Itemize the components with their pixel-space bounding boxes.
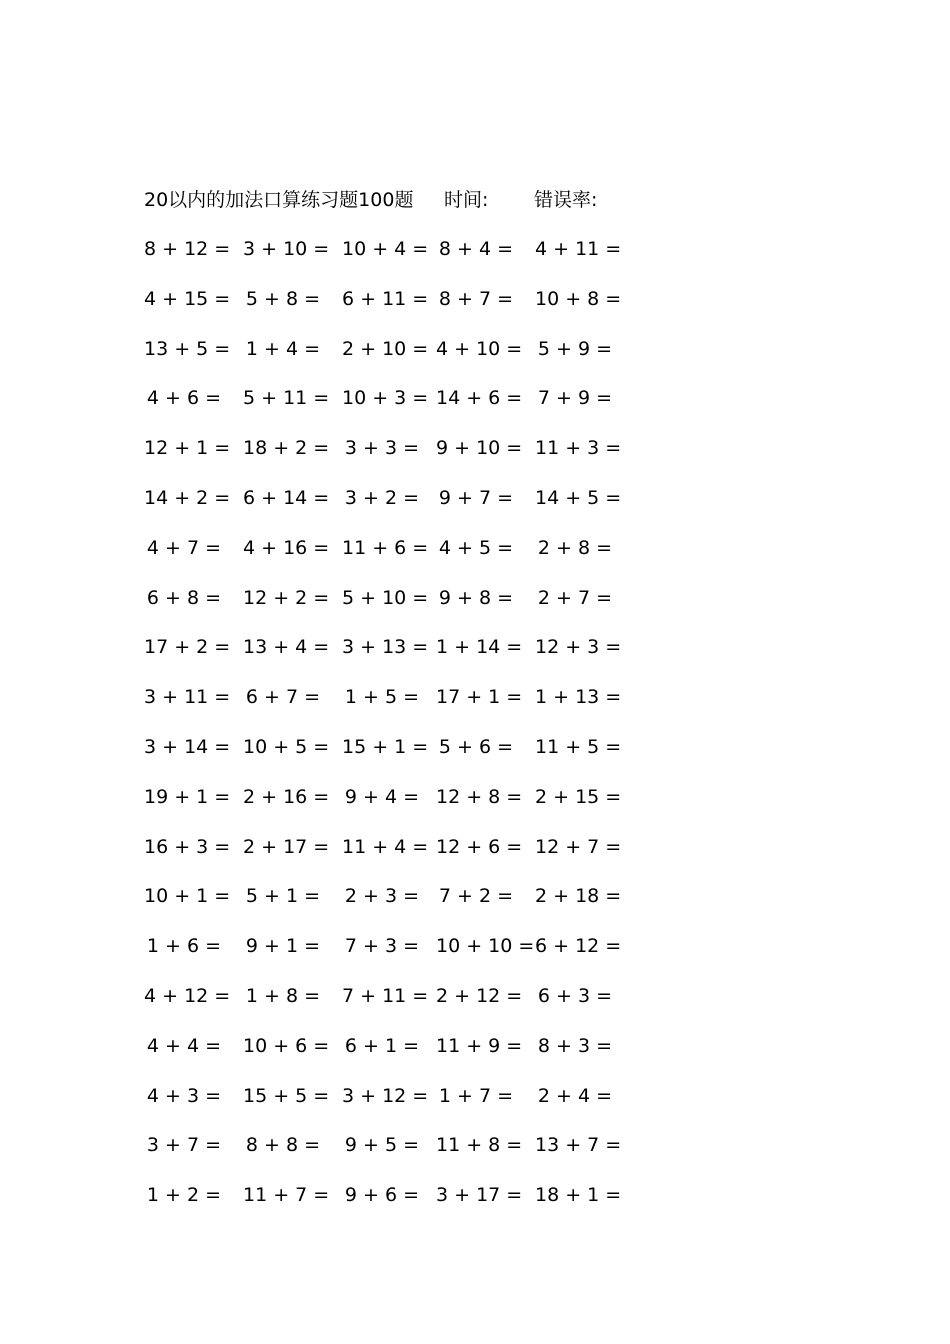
problem-cell: 10 + 3 = <box>342 387 429 410</box>
problem-cell: 13 + 5 = <box>144 337 231 360</box>
problem-cell: 2 + 10 = <box>342 337 429 360</box>
problem-cell: 3 + 11 = <box>144 686 231 709</box>
problem-cell: 11 + 9 = <box>436 1034 523 1057</box>
problem-row <box>146 433 626 483</box>
problem-cell: 9 + 10 = <box>436 437 523 460</box>
problem-cell: 9 + 6 = <box>344 1184 420 1207</box>
problem-cell: 17 + 1 = <box>436 686 523 709</box>
problem-cell: 5 + 9 = <box>537 337 613 360</box>
problem-cell: 8 + 3 = <box>537 1034 613 1057</box>
problem-cell: 2 + 3 = <box>344 885 420 908</box>
problem-cell: 6 + 8 = <box>146 586 222 609</box>
problem-cell: 1 + 5 = <box>344 686 420 709</box>
problem-cell: 5 + 6 = <box>438 735 514 758</box>
problem-row <box>146 732 626 782</box>
problem-cell: 13 + 4 = <box>243 636 330 659</box>
problem-cell: 2 + 18 = <box>535 885 622 908</box>
problem-cell: 7 + 9 = <box>537 387 613 410</box>
problem-row <box>146 583 626 633</box>
problem-cell: 9 + 8 = <box>438 586 514 609</box>
problem-cell: 2 + 8 = <box>537 536 613 559</box>
problem-cell: 4 + 3 = <box>146 1084 222 1107</box>
problem-row <box>146 1031 626 1081</box>
problem-row <box>146 1130 626 1180</box>
problem-cell: 11 + 3 = <box>535 437 622 460</box>
problem-cell: 5 + 1 = <box>245 885 321 908</box>
problem-cell: 7 + 3 = <box>344 935 420 958</box>
problem-cell: 19 + 1 = <box>144 785 231 808</box>
problem-cell: 1 + 7 = <box>438 1084 514 1107</box>
problem-cell: 1 + 14 = <box>436 636 523 659</box>
problem-cell: 10 + 6 = <box>243 1034 330 1057</box>
problem-cell: 6 + 1 = <box>344 1034 420 1057</box>
problem-cell: 4 + 10 = <box>436 337 523 360</box>
problem-cell: 3 + 7 = <box>146 1134 222 1157</box>
problem-cell: 4 + 7 = <box>146 536 222 559</box>
problem-cell: 4 + 11 = <box>535 238 622 260</box>
problem-cell: 6 + 12 = <box>535 935 622 958</box>
problem-cell: 2 + 12 = <box>436 984 523 1007</box>
problem-cell: 7 + 2 = <box>438 885 514 908</box>
problem-cell: 4 + 5 = <box>438 536 514 559</box>
problem-cell: 4 + 4 = <box>146 1034 222 1057</box>
problem-cell: 3 + 14 = <box>144 735 231 758</box>
problem-cell: 7 + 11 = <box>342 984 429 1007</box>
problem-row <box>146 981 626 1031</box>
problem-cell: 2 + 16 = <box>243 785 330 808</box>
problem-cell: 1 + 6 = <box>146 935 222 958</box>
problem-cell: 12 + 8 = <box>436 785 523 808</box>
problem-cell: 5 + 10 = <box>342 586 429 609</box>
problem-cell: 3 + 17 = <box>436 1184 523 1207</box>
problem-cell: 2 + 17 = <box>243 835 330 858</box>
problem-cell: 9 + 1 = <box>245 935 321 958</box>
problem-cell: 9 + 7 = <box>438 486 514 509</box>
problem-cell: 3 + 3 = <box>344 437 420 460</box>
problem-cell: 9 + 5 = <box>344 1134 420 1157</box>
problem-row <box>146 832 626 882</box>
problem-cell: 10 + 1 = <box>144 885 231 908</box>
problem-cell: 5 + 8 = <box>245 287 321 310</box>
problem-row <box>146 533 626 583</box>
problem-cell: 13 + 7 = <box>535 1134 622 1157</box>
problem-cell: 12 + 3 = <box>535 636 622 659</box>
problem-cell: 12 + 7 = <box>535 835 622 858</box>
problem-cell: 10 + 10 = <box>436 935 535 958</box>
problem-cell: 8 + 4 = <box>438 238 514 260</box>
problem-cell: 15 + 1 = <box>342 735 429 758</box>
problem-cell: 8 + 12 = <box>144 238 231 260</box>
problem-cell: 18 + 1 = <box>535 1184 622 1207</box>
problem-cell: 11 + 5 = <box>535 735 622 758</box>
problem-cell: 15 + 5 = <box>243 1084 330 1107</box>
problem-cell: 6 + 14 = <box>243 486 330 509</box>
problem-cell: 11 + 6 = <box>342 536 429 559</box>
problem-row <box>146 682 626 732</box>
problem-row <box>146 1081 626 1131</box>
problem-cell: 3 + 10 = <box>243 238 330 260</box>
problem-cell: 12 + 6 = <box>436 835 523 858</box>
error-rate-label: 错误率: <box>534 189 598 211</box>
problem-cell: 2 + 7 = <box>537 586 613 609</box>
problem-cell: 18 + 2 = <box>243 437 330 460</box>
problem-row <box>146 234 626 284</box>
problem-row <box>146 931 626 981</box>
problem-cell: 1 + 13 = <box>535 686 622 709</box>
problem-cell: 6 + 3 = <box>537 984 613 1007</box>
problem-cell: 4 + 16 = <box>243 536 330 559</box>
problem-cell: 6 + 7 = <box>245 686 321 709</box>
problem-cell: 16 + 3 = <box>144 835 231 858</box>
problem-row <box>146 1180 626 1230</box>
problem-cell: 12 + 1 = <box>144 437 231 460</box>
problem-row <box>146 383 626 433</box>
problem-cell: 1 + 2 = <box>146 1184 222 1207</box>
problem-grid <box>146 234 626 1230</box>
problem-cell: 14 + 5 = <box>535 486 622 509</box>
problem-cell: 17 + 2 = <box>144 636 231 659</box>
problem-cell: 3 + 13 = <box>342 636 429 659</box>
problem-cell: 11 + 4 = <box>342 835 429 858</box>
worksheet-header <box>144 186 624 214</box>
problem-cell: 6 + 11 = <box>342 287 429 310</box>
problem-row <box>146 632 626 682</box>
problem-cell: 10 + 5 = <box>243 735 330 758</box>
worksheet-title: 20以内的加法口算练习题100题 <box>144 189 414 211</box>
problem-row <box>146 334 626 384</box>
problem-cell: 11 + 7 = <box>243 1184 330 1207</box>
problem-row <box>146 284 626 334</box>
problem-cell: 5 + 11 = <box>243 387 330 410</box>
problem-cell: 14 + 2 = <box>144 486 231 509</box>
problem-cell: 11 + 8 = <box>436 1134 523 1157</box>
problem-cell: 2 + 4 = <box>537 1084 613 1107</box>
problem-cell: 12 + 2 = <box>243 586 330 609</box>
problem-cell: 8 + 8 = <box>245 1134 321 1157</box>
problem-cell: 3 + 12 = <box>342 1084 429 1107</box>
problem-row <box>146 782 626 832</box>
problem-cell: 4 + 15 = <box>144 287 231 310</box>
problem-cell: 3 + 2 = <box>344 486 420 509</box>
problem-cell: 1 + 4 = <box>245 337 321 360</box>
problem-row <box>146 881 626 931</box>
problem-cell: 1 + 8 = <box>245 984 321 1007</box>
problem-row <box>146 483 626 533</box>
time-label: 时间: <box>444 189 489 211</box>
problem-cell: 14 + 6 = <box>436 387 523 410</box>
problem-cell: 8 + 7 = <box>438 287 514 310</box>
problem-cell: 4 + 6 = <box>146 387 222 410</box>
problem-cell: 9 + 4 = <box>344 785 420 808</box>
problem-cell: 10 + 8 = <box>535 287 622 310</box>
problem-cell: 10 + 4 = <box>342 238 429 260</box>
problem-cell: 4 + 12 = <box>144 984 231 1007</box>
problem-cell: 2 + 15 = <box>535 785 622 808</box>
